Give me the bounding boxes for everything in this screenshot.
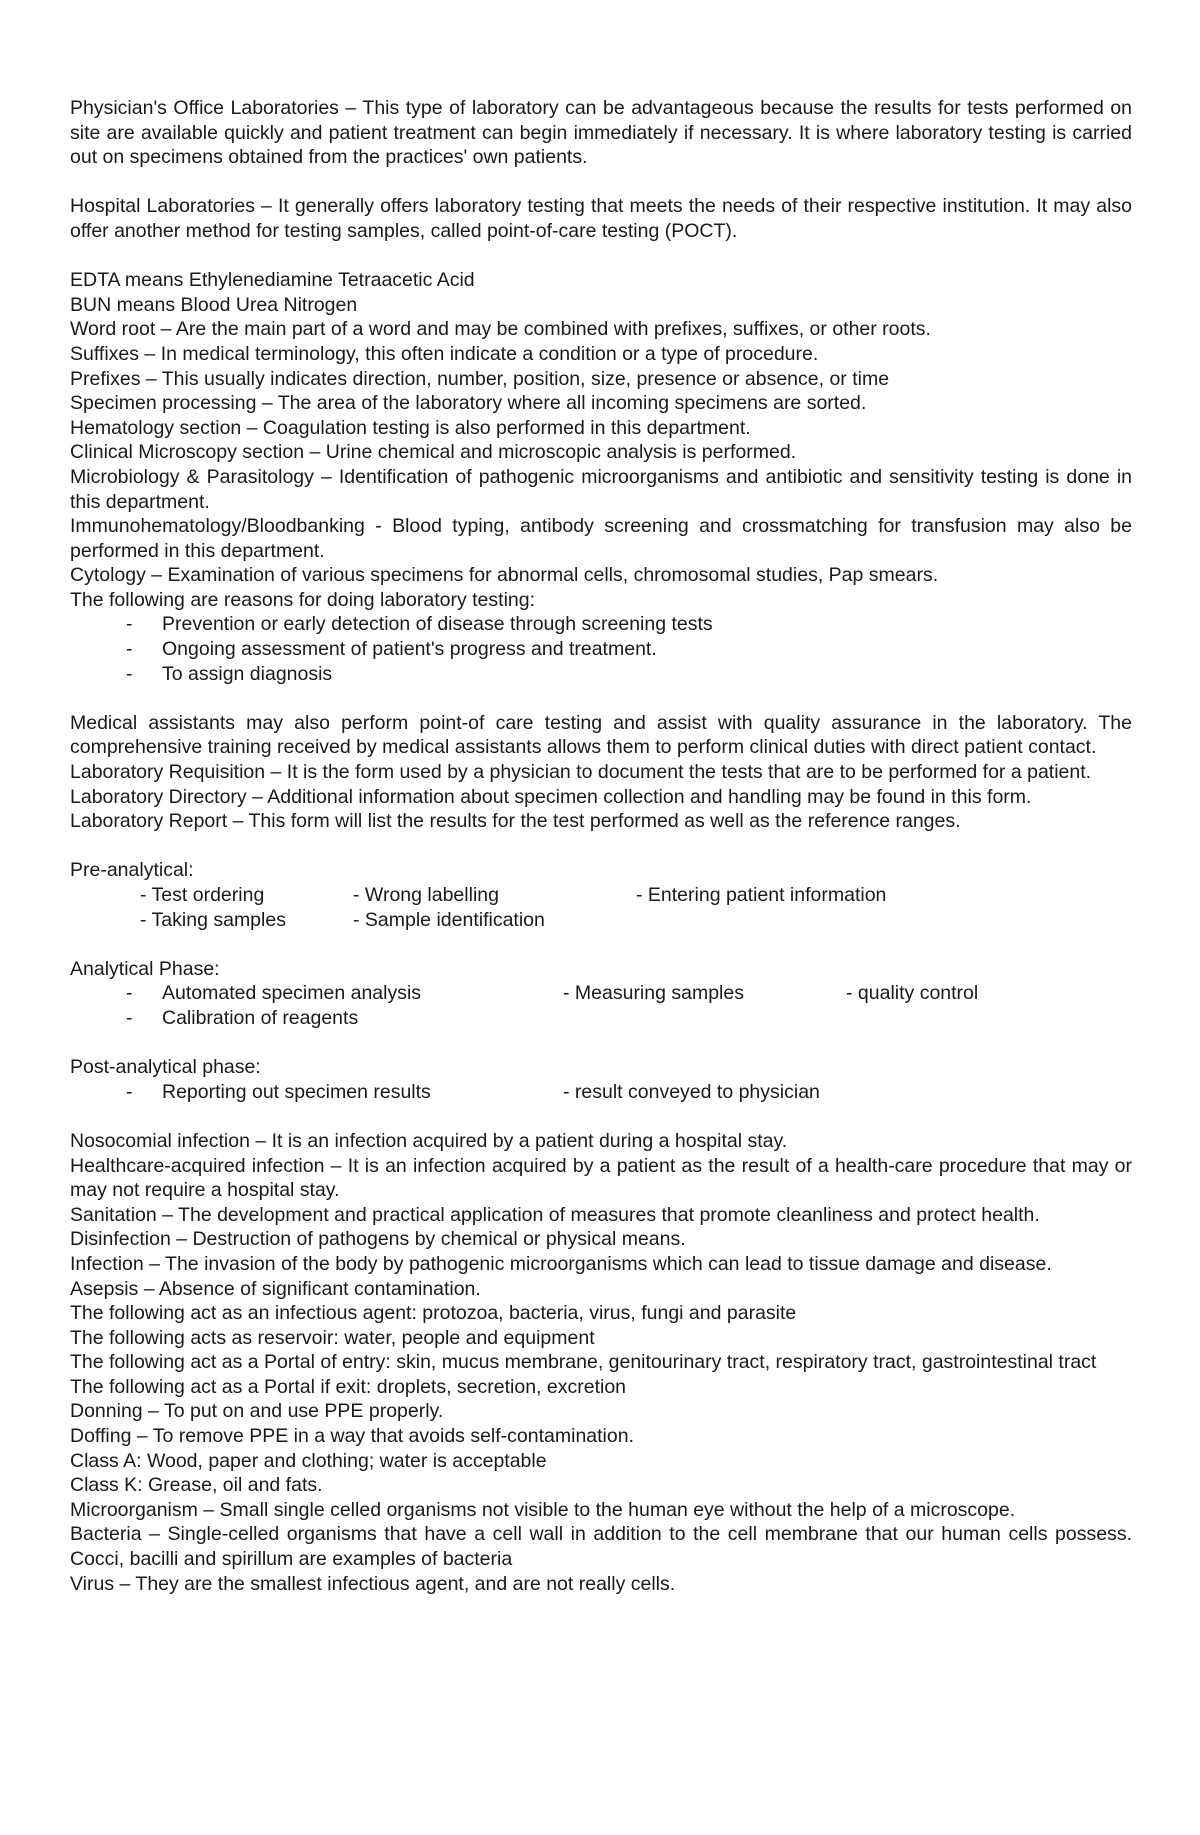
phase-item: - Test ordering — [140, 884, 265, 906]
definition-line: Laboratory Report – This form will list the results for the test performed as well as the reference ranges. — [70, 810, 961, 833]
phase-item: - Measuring samples — [563, 982, 744, 1005]
spacer — [70, 1031, 1132, 1056]
phase-item: - Sample identification — [353, 908, 545, 931]
definition-line: BUN means Blood Urea Nitrogen — [70, 293, 358, 316]
definition-line: Sanitation – The development and practical application of measures that promote cleanliness and protect health. — [70, 1203, 1040, 1226]
post-analytical-heading: Post-analytical phase: — [70, 1056, 261, 1079]
reasons-intro: The following are reasons for doing laboratory testing: — [70, 588, 536, 611]
definition-line: Virus – They are the smallest infectious agent, and are not really cells. — [70, 1572, 676, 1595]
definition-line: Doffing – To remove PPE in a way that avoids self-contamination. — [70, 1425, 634, 1448]
analytical-row — [70, 981, 1132, 1006]
definition-line: Class K: Grease, oil and fats. — [70, 1474, 323, 1497]
phase-item: - result conveyed to physician — [563, 1080, 820, 1103]
definition-line: Clinical Microscopy section – Urine chemical and microscopic analysis is performed. — [70, 441, 797, 464]
phase-item: Reporting out specimen results — [162, 1080, 431, 1103]
bullet-dash: - — [126, 613, 133, 636]
definition-line: EDTA means Ethylenediamine Tetraacetic Acid — [70, 269, 475, 292]
definition-line: Microorganism – Small single celled organisms not visible to the human eye without the help of a microscope. — [70, 1498, 1016, 1521]
definition-line: Suffixes – In medical terminology, this often indicate a condition or a type of procedure. — [70, 342, 819, 365]
phase-item: - Taking samples — [140, 908, 286, 931]
phase-item: Calibration of reagents — [162, 1006, 359, 1029]
bullet-dash: - — [126, 982, 133, 1005]
pre-analytical-row — [70, 883, 1132, 908]
definition-line: Prefixes – This usually indicates direction, number, position, size, presence or absence, or time — [70, 367, 890, 390]
reason-text: To assign diagnosis — [162, 662, 333, 685]
post-analytical-row — [70, 1080, 1132, 1105]
document-page — [70, 96, 1132, 1596]
spacer — [70, 932, 1132, 957]
definition-line: Hematology section – Coagulation testing is also performed in this department. — [70, 416, 751, 439]
definition-line: Laboratory Requisition – It is the form used by a physician to document the tests that are to be performed for a patient. — [70, 761, 1092, 784]
phase-item: - Wrong labelling — [353, 884, 499, 906]
spacer — [70, 834, 1132, 859]
definition-line: Cytology – Examination of various specimens for abnormal cells, chromosomal studies, Pap smears. — [70, 564, 939, 587]
definition-line: Infection – The invasion of the body by pathogenic microorganisms which can lead to tissue damage and disease. — [70, 1252, 1052, 1275]
spacer — [70, 686, 1132, 711]
spacer — [70, 170, 1132, 195]
definition-line: Donning – To put on and use PPE properly. — [70, 1400, 444, 1423]
reason-text: Prevention or early detection of disease through screening tests — [162, 613, 713, 636]
definition-line: Laboratory Directory – Additional information about specimen collection and handling may be found in this form. — [70, 785, 1032, 808]
definition-line: Specimen processing – The area of the laboratory where all incoming specimens are sorted. — [70, 392, 867, 415]
definition-line: Bacteria – Single-celled organisms that have a cell wall in addition to the cell membrane that our human cells possess. Cocci, bacilli and spirillum are examples of bacteria — [70, 1523, 1132, 1571]
bullet-dash: - — [126, 638, 133, 661]
reason-list-item — [70, 612, 1132, 637]
definition-line: Class A: Wood, paper and clothing; water is acceptable — [70, 1449, 547, 1472]
bullet-dash: - — [126, 1080, 133, 1103]
phase-item: - quality control — [846, 982, 979, 1005]
definition-line: Word root – Are the main part of a word and may be combined with prefixes, suffixes, or other roots. — [70, 318, 931, 341]
physicians-office-paragraph: Physician's Office Laboratories – This type of laboratory can be advantageous because the results for tests performed on site are available quickly and patient treatment can begin immediately if necessary. It is where laboratory testing is carried out on specimens obtained from the practices' own patients. — [70, 97, 1132, 169]
definition-line: Nosocomial infection – It is an infection acquired by a patient during a hospital stay. — [70, 1129, 788, 1152]
spacer — [70, 244, 1132, 269]
definition-line: Asepsis – Absence of significant contamination. — [70, 1277, 481, 1300]
phase-item: Automated specimen analysis — [162, 982, 422, 1005]
reason-list-item — [70, 662, 1132, 687]
analytical-row — [70, 1006, 1132, 1031]
definition-line: The following act as an infectious agent: protozoa, bacteria, virus, fungi and parasite — [70, 1302, 797, 1325]
reason-text: Ongoing assessment of patient's progress and treatment. — [162, 638, 657, 661]
analytical-heading: Analytical Phase: — [70, 957, 220, 980]
definition-line: Immunohematology/Bloodbanking - Blood typing, antibody screening and crossmatching for transfusion may also be performed in this department. — [70, 515, 1132, 562]
reason-list-item — [70, 637, 1132, 662]
definition-line: Microbiology & Parasitology – Identification of pathogenic microorganisms and antibiotic and sensitivity testing is done in this department. — [70, 465, 1132, 513]
pre-analytical-row — [70, 908, 1132, 933]
definition-line: The following act as a Portal of entry: skin, mucus membrane, genitourinary tract, respiratory tract, gastrointestinal tract — [70, 1351, 1097, 1374]
definition-line: Disinfection – Destruction of pathogens by chemical or physical means. — [70, 1228, 686, 1251]
medical-assistants-paragraph: Medical assistants may also perform point-of care testing and assist with quality assurance in the laboratory. The comprehensive training received by medical assistants allows them to perform clinical duties with direct patient contact. — [70, 711, 1132, 759]
spacer — [70, 1104, 1132, 1129]
definition-line: The following act as a Portal if exit: droplets, secretion, excretion — [70, 1375, 627, 1398]
phase-item: - Entering patient information — [636, 884, 887, 906]
definition-line: The following acts as reservoir: water, people and equipment — [70, 1326, 595, 1349]
definition-line: Healthcare-acquired infection – It is an infection acquired by a patient as the result of a health-care procedure that may or may not require a hospital stay. — [70, 1154, 1132, 1202]
bullet-dash: - — [126, 1006, 133, 1029]
bullet-dash: - — [126, 662, 133, 685]
pre-analytical-heading: Pre-analytical: — [70, 859, 194, 882]
hospital-labs-paragraph: Hospital Laboratories – It generally offers laboratory testing that meets the needs of their respective institution. It may also offer another method for testing samples, called point-of-care testing (POCT). — [70, 195, 1132, 242]
